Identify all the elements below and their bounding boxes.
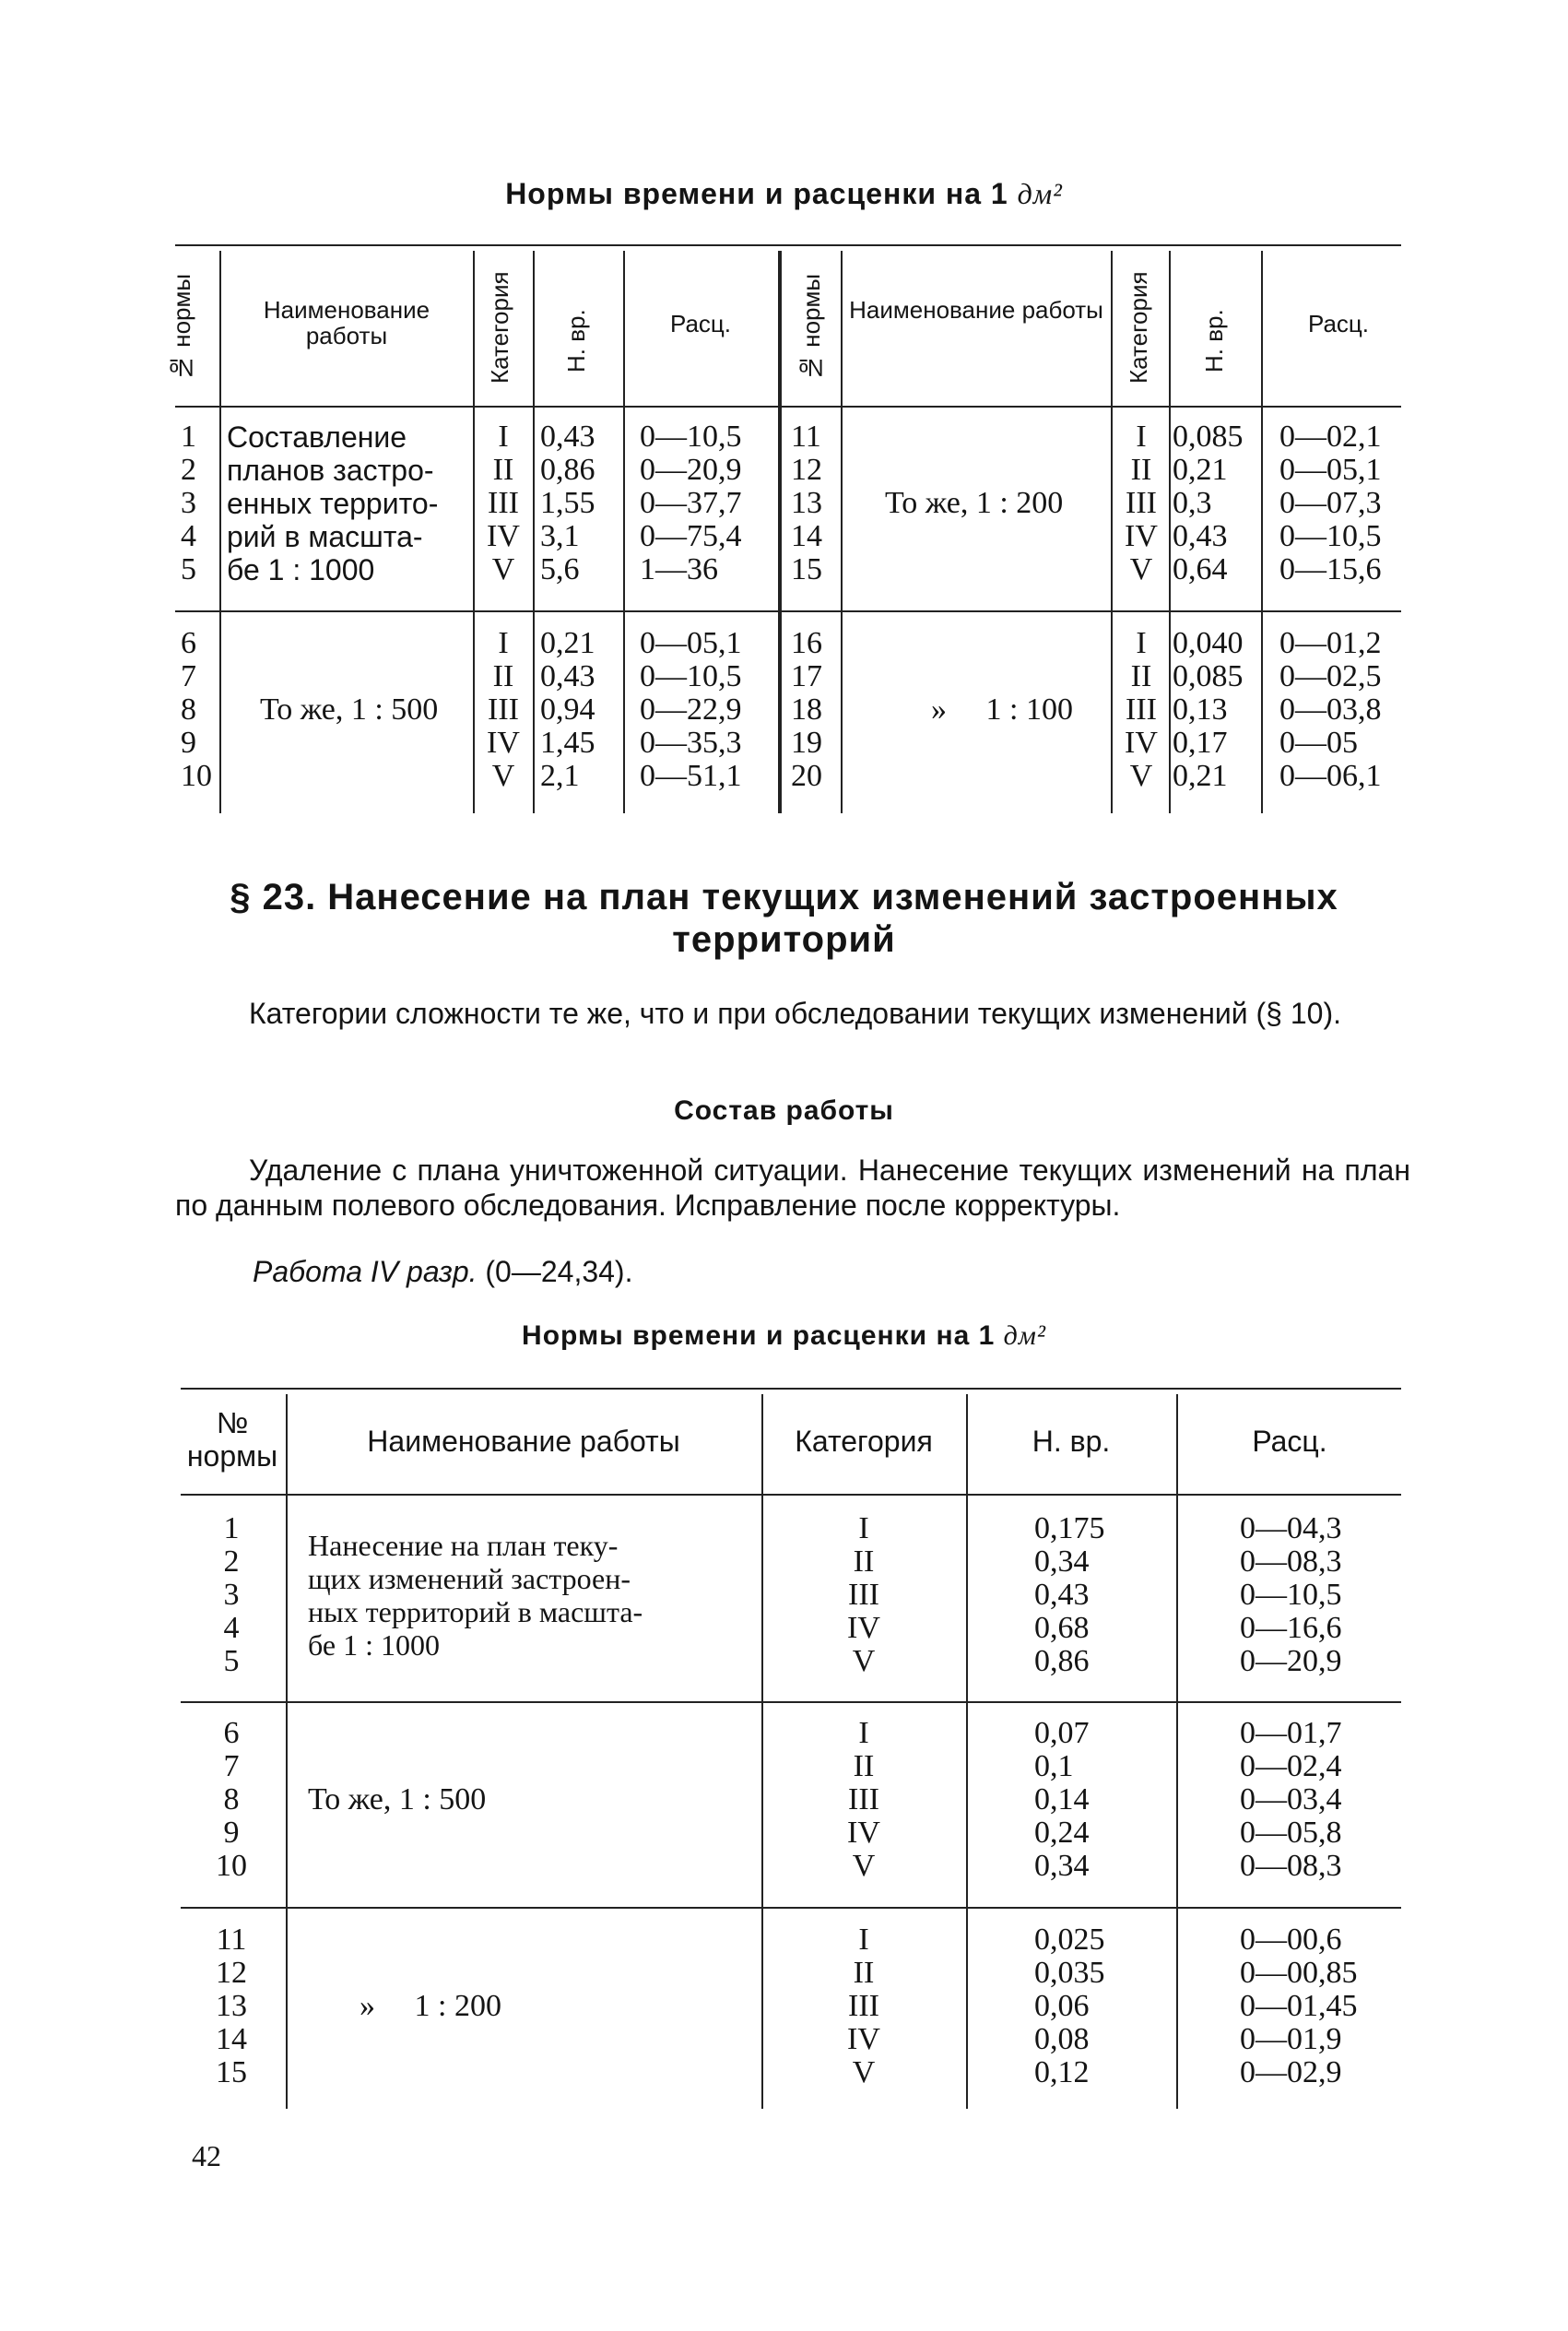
table2-g3-name: » 1 : 200 <box>360 1989 501 2023</box>
table2-header-nvr: Н. вр. <box>1032 1425 1111 1458</box>
table2-g2-rasc: 0—01,7 0—02,4 0—03,4 0—05,8 0—08,3 <box>1240 1716 1342 1883</box>
table1-g3-nvr: 0,085 0,21 0,3 0,43 0,64 <box>1173 420 1244 586</box>
table2-g3-numbers: 11 12 13 14 15 <box>216 1923 247 2089</box>
table2-g2-numbers: 6 7 8 9 10 <box>216 1716 247 1883</box>
table1-g4-nvr: 0,040 0,085 0,13 0,17 0,21 <box>1173 626 1244 793</box>
table1-header-no: № нормы <box>168 273 195 382</box>
table2-col-divider <box>286 1394 288 2109</box>
table1-top-rule <box>175 244 1401 246</box>
table1-g1-numbers: 1 2 3 4 5 <box>181 420 196 586</box>
table1-header-nvr: Н. вр. <box>562 309 590 373</box>
section-title-line1: § 23. Нанесение на план текущих изменений застроенных <box>230 877 1338 917</box>
table1-header-name-right: Наименование работы <box>849 296 1103 324</box>
table2-group-rule <box>181 1701 1401 1703</box>
table2-header-rasc: Расц. <box>1252 1425 1327 1458</box>
table1-g3-name: То же, 1 : 200 <box>885 486 1064 520</box>
table2-col-divider <box>1176 1394 1178 2109</box>
table1-g2-categories: I II III IV V <box>487 626 520 793</box>
section-paragraph-categories: Категории сложности те же, что и при обследовании текущих изменений (§ 10). <box>249 997 1341 1030</box>
section-work-line <box>175 1254 1410 1289</box>
page-number: 42 <box>192 2139 221 2172</box>
table1-col-divider <box>1169 251 1171 813</box>
table2-header-name: Наименование работы <box>367 1425 680 1458</box>
table1-header-nvr-right: Н. вр. <box>1200 309 1228 373</box>
table1-header-no-right: № нормы <box>797 273 825 382</box>
table2-caption <box>0 1320 1568 1352</box>
table1-col-divider <box>1261 251 1263 813</box>
table1-caption <box>0 177 1568 211</box>
section-paragraph-composition: Удаление с плана уничтоженной ситуации. Нанесение текущих изменений на план по данным полевого обследования. Исправление после корректуры. <box>175 1154 1410 1222</box>
table2-g3-categories: I II III IV V <box>847 1923 880 2089</box>
table1-header-rasc: Расц. <box>669 310 732 337</box>
table2-g1-rasc: 0—04,3 0—08,3 0—10,5 0—16,6 0—20,9 <box>1240 1511 1342 1678</box>
table1-caption-unit: дм² <box>1017 177 1063 210</box>
table2-col-divider <box>966 1394 968 2109</box>
table2-g2-nvr: 0,07 0,1 0,14 0,24 0,34 <box>1034 1716 1090 1883</box>
table2-g3-rasc: 0—00,6 0—00,85 0—01,45 0—01,9 0—02,9 <box>1240 1923 1358 2089</box>
table1-g2-nvr: 0,21 0,43 0,94 1,45 2,1 <box>540 626 595 793</box>
table1-g3-numbers: 11 12 13 14 15 <box>791 420 822 586</box>
section-title-line2: территорий <box>672 919 896 960</box>
table1-header-rasc-right: Расц. <box>1307 310 1370 337</box>
work-category: Работа IV разр. <box>253 1255 477 1288</box>
table1-g1-name: Составление планов застро- енных террито- рий в масшта- бе 1 : 1000 <box>227 420 439 586</box>
table1-header-name: Наименование работы <box>263 296 430 349</box>
table2-g1-nvr: 0,175 0,34 0,43 0,68 0,86 <box>1034 1511 1105 1678</box>
table1-g4-rasc: 0—01,2 0—02,5 0—03,8 0—05 0—06,1 <box>1279 626 1382 793</box>
table1-group-rule <box>175 610 1401 612</box>
work-rate: (0—24,34). <box>485 1255 633 1288</box>
table2-g3-nvr: 0,025 0,035 0,06 0,08 0,12 <box>1034 1923 1105 2089</box>
table1-header-category: Категория <box>486 271 513 385</box>
table2-top-rule <box>181 1388 1401 1390</box>
table2-g1-numbers: 1 2 3 4 5 <box>223 1511 240 1678</box>
table2-header-category: Категория <box>795 1425 933 1458</box>
table2-header-no: № нормы <box>186 1406 278 1473</box>
table1-header-rule <box>175 406 1401 408</box>
table1-caption-text: Нормы времени и расценки на 1 <box>505 177 1008 210</box>
table1-g4-name: » 1 : 100 <box>931 692 1073 727</box>
table1-g1-nvr: 0,43 0,86 1,55 3,1 5,6 <box>540 420 595 586</box>
table1-g2-numbers: 6 7 8 9 10 <box>181 626 212 793</box>
table1-col-divider <box>473 251 475 813</box>
table1-g3-rasc: 0—02,1 0—05,1 0—07,3 0—10,5 0—15,6 <box>1279 420 1382 586</box>
table2-g1-name: Нанесение на план теку- щих изменений застроен- ных территорий в масшта- бе 1 : 1000 <box>308 1529 643 1662</box>
table1-g3-categories: I II III IV V <box>1125 420 1158 586</box>
table1-g2-name: То же, 1 : 500 <box>260 692 439 727</box>
table1-col-divider <box>1111 251 1113 813</box>
table1-col-divider <box>841 251 843 813</box>
table2-group-rule <box>181 1907 1401 1909</box>
table1-g1-rasc: 0—10,5 0—20,9 0—37,7 0—75,4 1—36 <box>640 420 742 586</box>
table2-caption-unit: дм² <box>1003 1320 1046 1351</box>
table1-center-divider <box>778 251 782 813</box>
table1-header-category-right: Категория <box>1125 271 1152 385</box>
table1-col-divider <box>623 251 625 813</box>
table1-g2-rasc: 0—05,1 0—10,5 0—22,9 0—35,3 0—51,1 <box>640 626 742 793</box>
table1-col-divider <box>533 251 535 813</box>
table1-g4-numbers: 16 17 18 19 20 <box>791 626 822 793</box>
section-title <box>0 876 1568 961</box>
table1-col-divider <box>219 251 221 813</box>
table2-g2-name: То же, 1 : 500 <box>308 1782 487 1816</box>
composition-heading: Состав работы <box>674 1095 894 1126</box>
table2-g1-categories: I II III IV V <box>847 1511 880 1678</box>
table2-caption-text: Нормы времени и расценки на 1 <box>522 1320 996 1351</box>
table1-g4-categories: I II III IV V <box>1125 626 1158 793</box>
table2-g2-categories: I II III IV V <box>847 1716 880 1883</box>
table1-g1-categories: I II III IV V <box>487 420 520 586</box>
table2-header-rule <box>181 1494 1401 1496</box>
